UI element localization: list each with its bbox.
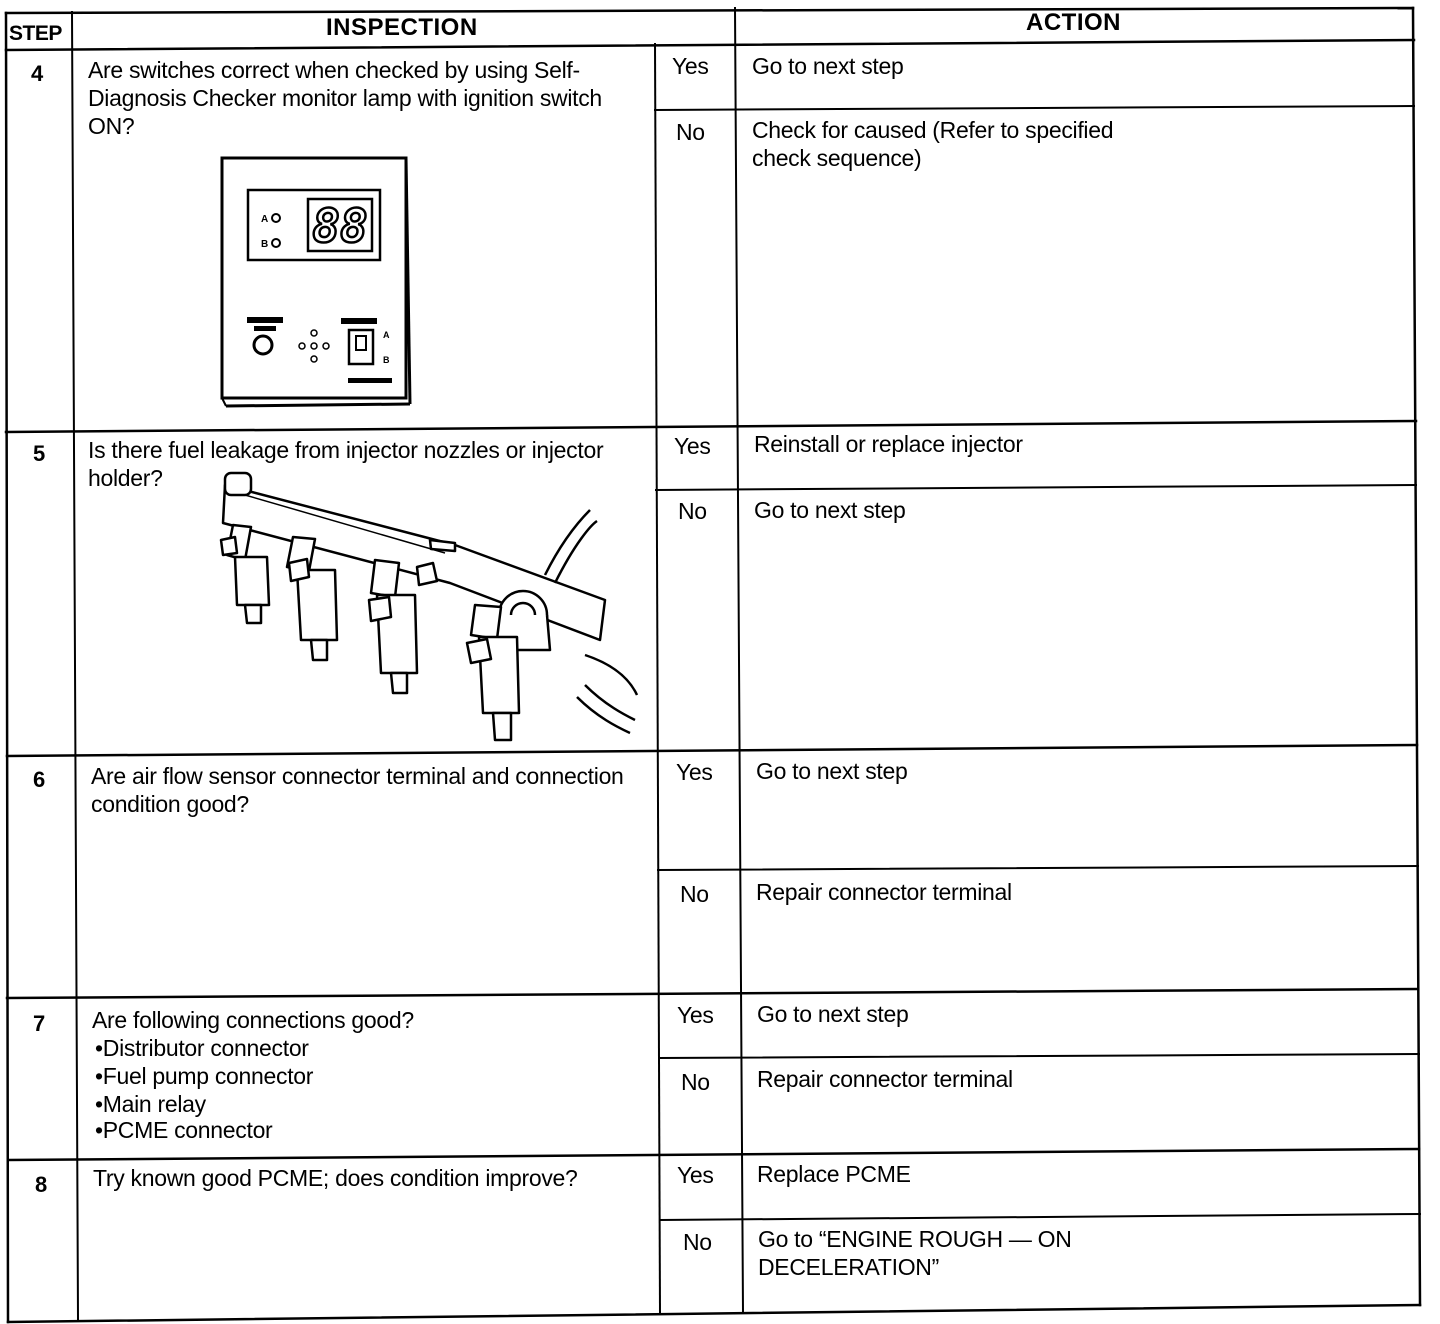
header-inspection: INSPECTION <box>326 14 478 41</box>
inspection-question: Is there fuel leakage from injector nozzles or injector holder? <box>88 437 604 491</box>
bullet-item: •PCME connector <box>95 1117 273 1143</box>
no-action: Repair connector terminal <box>756 879 1012 905</box>
no-action: Repair connector terminal <box>757 1066 1013 1092</box>
yes-action: Go to next step <box>757 1001 909 1027</box>
no-label: No <box>681 1069 710 1095</box>
no-label: No <box>683 1229 712 1255</box>
header-step: STEP <box>9 22 62 45</box>
step-number: 8 <box>35 1172 47 1197</box>
checker-display: 88 <box>312 199 368 253</box>
yes-label: Yes <box>676 759 713 785</box>
yes-action: Go to next step <box>756 758 908 784</box>
inspection-question: Are following connections good? <box>92 1007 414 1033</box>
header-action: ACTION <box>1026 9 1121 36</box>
yes-label: Yes <box>674 433 711 459</box>
self-diagnosis-checker-illustration <box>210 150 420 415</box>
no-label: No <box>680 881 709 907</box>
bullet-item: •Distributor connector <box>95 1035 309 1061</box>
step-number: 5 <box>33 441 45 466</box>
bullet-item: •Fuel pump connector <box>95 1063 314 1089</box>
yes-action: Reinstall or replace injector <box>754 431 1023 457</box>
step-number: 4 <box>31 61 43 86</box>
inspection-question: Are switches correct when checked by using Self-Diagnosis Checker monitor lamp with ignition switch ON? <box>88 57 602 139</box>
no-label: No <box>678 498 707 524</box>
step-number: 7 <box>33 1011 45 1036</box>
step-number: 6 <box>33 767 45 792</box>
yes-action: Replace PCME <box>757 1161 911 1187</box>
no-action: Go to next step <box>754 497 906 523</box>
inspection-question: Try known good PCME; does condition improve? <box>93 1165 578 1191</box>
monitor-lamp-label-mark-2 <box>254 326 276 331</box>
monitor-lamp-label-mark <box>247 317 283 323</box>
yes-label: Yes <box>672 53 709 79</box>
select-sw-label-mark <box>341 318 377 324</box>
yes-label: Yes <box>677 1162 714 1188</box>
indicator-a-label: A <box>261 214 269 225</box>
inspection-question: Are air flow sensor connector terminal and connection condition good? <box>91 763 624 817</box>
fuel-injector-rail-illustration <box>205 465 645 750</box>
switch-b-label: B <box>383 355 390 365</box>
no-action-line-2: check sequence) <box>752 145 922 171</box>
yes-label: Yes <box>677 1002 714 1028</box>
bullet-item: •Main relay <box>95 1091 206 1117</box>
no-action-line-1: Go to “ENGINE ROUGH — ON <box>758 1226 1072 1252</box>
made-in-label-mark <box>348 378 392 383</box>
indicator-b-label: B <box>261 239 269 250</box>
yes-action: Go to next step <box>752 53 904 79</box>
no-label: No <box>676 119 705 145</box>
no-action-line-1: Check for caused (Refer to specified <box>752 117 1114 143</box>
no-action-line-2: DECELERATION” <box>758 1254 939 1280</box>
switch-a-label: A <box>383 330 390 340</box>
